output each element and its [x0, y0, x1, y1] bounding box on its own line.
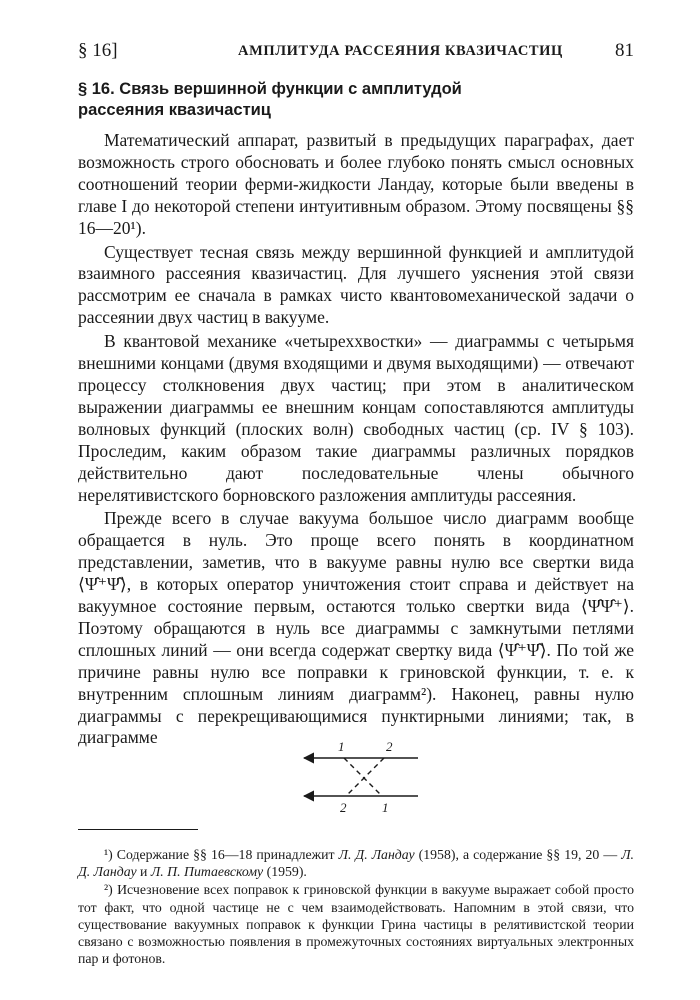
paragraph: Прежде всего в случае вакуума большое число диаграмм вообще обращается в нуль. Это проще всего понять в координатном представлении, заметив, что в вакууме равны нулю все свертки вида ⟨Ψ̂⁺Ψ̂⟩, в которых оператор уничтожения стоит справа и действует на вакуумное состояние первым, остаются только свертки вида ⟨Ψ̂Ψ̂⁺⟩. Поэтому обращаются в нуль все диаграммы с замкнутыми петлями сплошных линий — они всегда содержат свертку вида ⟨Ψ̂⁺Ψ̂⟩. По той же причине равны нулю все поправки к гриновской функции, т. е. к внутренним сплошным линиям диаграмм²). Наконец, равны нулю диаграммы с перекрещивающимися пунктирными линиями; так, в диаграмме	[78, 508, 634, 748]
paragraph: В квантовой механике «четыреххвостки» — диаграммы с четырьмя внешними концами (двумя входящими и двумя выходящими) — отвечают процессу столкновения двух частиц; при этом в аналитическом выражении диаграммы ее внешним концам сопоставляются амплитуды волновых функций (плоских волн) свободных частиц (ср. IV § 103). Проследим, каким образом такие диаграммы различных порядков действительно дают последовательные члены обычного нерелятивистского борновского разложения амплитуды рассеяния.	[78, 331, 634, 505]
paragraph: Математический аппарат, развитый в предыдущих параграфах, дает возможность строго обосновать и более глубоко понять смысл основных соотношений теории ферми-жидкости Ландау, которые были введены в главе I до некоторой степени интуитивным образом. Этому посвящены §§ 16—20¹).	[78, 130, 634, 238]
page-number: 81	[615, 40, 634, 61]
author-name: Л. Д. Ландау	[338, 847, 415, 862]
footnote-divider	[78, 829, 198, 830]
body-text	[78, 130, 634, 749]
paragraph: Существует тесная связь между вершинной функцией и амплитудой взаимного рассеяния квазичастиц. Для лучшего уяснения этой связи рассмотрим ее сначала в рамках чисто квантовомеханической задачи о рассеянии двух частиц в вакууме.	[78, 241, 634, 328]
footnotes	[78, 846, 634, 967]
dashed-line-a	[344, 758, 382, 796]
vertex-label: 2	[386, 739, 393, 754]
vertex-label: 1	[338, 739, 345, 754]
author-name: Л. Д. Ландау	[78, 847, 634, 880]
vertex-label: 2	[340, 800, 347, 815]
running-head	[78, 40, 634, 66]
footnote-1: ¹) Содержание §§ 16—18 принадлежит Л. Д. Ландау (1958), а содержание §§ 19, 20 — Л. Д. Ландау и Л. П. Питаевскому (1959).	[78, 847, 634, 880]
footnote-2: ²) Исчезновение всех поправок к гриновской функции в вакууме выражает собой просто тот факт, что одной частице не с чем взаимодействовать. Напомним в этой связи, что существование вакуумных поправок к функции Грина частицы в релятивистской теории связано с возможностью появления в промежуточных состояниях виртуальных электронных пар и фотонов.	[78, 882, 634, 967]
author-name: Л. П. Питаевскому	[150, 864, 264, 880]
section-heading: § 16. Связь вершинной функции с амплитудой рассеяния квазичастиц	[78, 80, 462, 119]
feynman-diagram	[300, 738, 420, 818]
running-head-title: АМПЛИТУДА РАССЕЯНИЯ КВАЗИЧАСТИЦ	[238, 43, 563, 59]
dashed-line-b	[346, 758, 384, 796]
vertex-label: 1	[382, 800, 389, 815]
running-head-section: § 16]	[78, 40, 118, 61]
